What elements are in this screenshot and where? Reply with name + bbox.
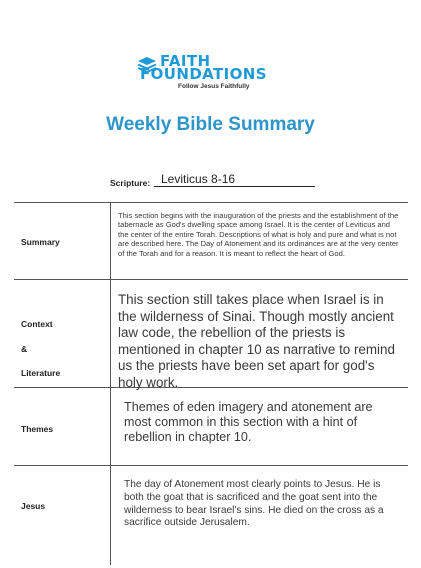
row-label: Jesus — [21, 501, 46, 511]
row-label: & — [21, 344, 28, 354]
row-label: Context — [21, 319, 53, 329]
scripture-field — [110, 172, 315, 190]
logo-line-foundations: FOUNDATIONS — [140, 65, 267, 83]
table-row-jesus — [14, 465, 408, 565]
row-text: This section begins with the inauguration of the priests and the establishment of the tabernacle as God's dwelling space among Israel. It is the center of Leviticus and the center of the entire Torah. Descriptions of what is holy and pure and what is not are described here. The Day of Atonement and its ordinances are at the very center of the Torah and for a reason. It is meant to reflect the heart of God. — [118, 211, 399, 258]
row-text: The day of Atonement most clearly points to Jesus. He is both the goat that is sacrificed and the goat sent into the wilderness to bear Israel's sins. He died on the cross as a sacrifice outside Jerusalem. — [124, 479, 384, 529]
row-text: This section still takes place when Israel is in the wilderness of Sinai. Though mostly ancient law code, the rebellion of the priests is mentioned in chapter 10 as narrative to remind us the priests have been set apart for god's holy work. — [118, 292, 395, 390]
row-label: Summary — [21, 237, 60, 247]
table-row-summary — [14, 203, 408, 280]
row-label: Themes — [21, 424, 54, 434]
table-row-themes — [14, 388, 408, 466]
summary-table — [14, 202, 408, 565]
scripture-label: Scripture: — [110, 178, 151, 188]
row-label: Literature — [21, 368, 61, 378]
logo-line-faith: FAITH — [160, 52, 211, 70]
scripture-underline — [154, 186, 315, 187]
page-title: Weekly Bible Summary — [106, 114, 315, 135]
logo-tagline: Follow Jesus Faithfully — [178, 83, 250, 90]
table-row-context — [14, 279, 408, 388]
logo — [137, 50, 297, 94]
row-text: Themes of eden imagery and atonement are most common in this section with a hint of rebellion in chapter 10. — [124, 400, 373, 444]
scripture-value: Leviticus 8-16 — [161, 172, 236, 186]
